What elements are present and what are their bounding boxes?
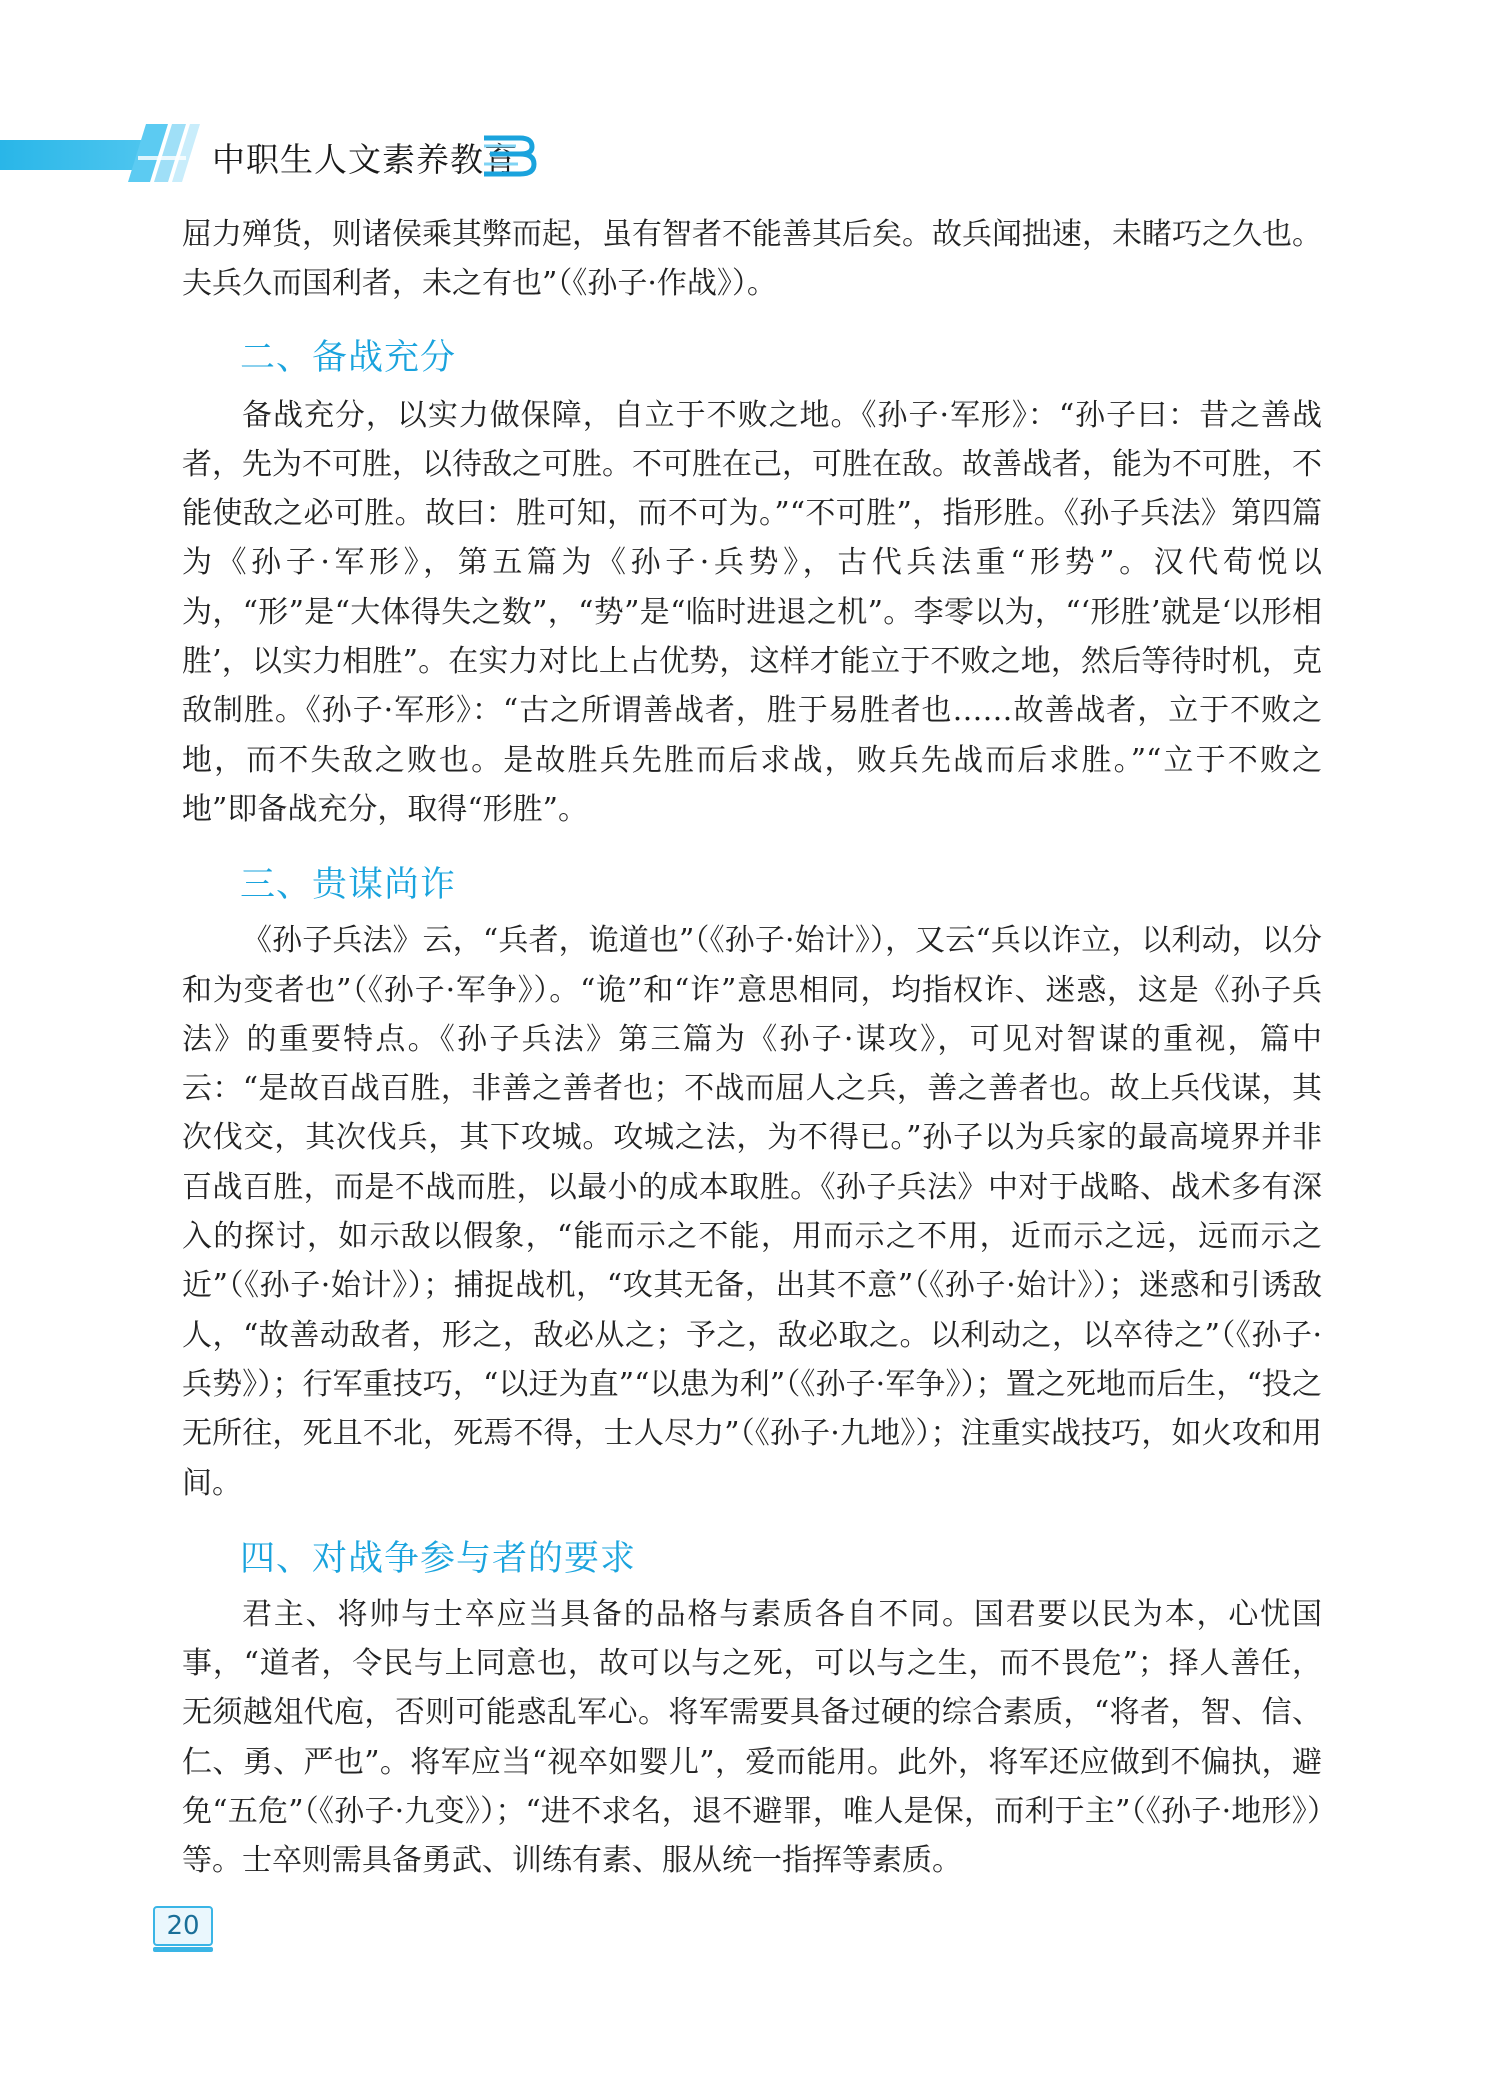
header-decoration-icon	[128, 122, 208, 184]
section-paragraph: 备战充分，以实力做保障，自立于不败之地。《孙子·军形》：“孙子曰：昔之善战者，先为不可胜，以待敌之可胜。不可胜在己，可胜在敌。故善战者，能为不可胜，不能使敌之必可胜。故曰：胜可知，而不可为。”“不可胜”，指形胜。《孙子兵法》第四篇为《孙子·军形》，第五篇为《孙子·兵势》，古代兵法重“形势”。汉代荀悦以为，“形”是“大体得失之数”，“势”是“临时进退之机”。李零以为，“‘形胜’就是‘以形相胜’，以实力相胜”。在实力对比上占优势，这样才能立于不败之地，然后等待时机，克敌制胜。《孙子·军形》：“古之所谓善战者，胜于易胜者也……故善战者，立于不败之地，而不失敌之败也。是故胜兵先胜而后求战，败兵先战而后求胜。”“立于不败之地”即备战充分，取得“形胜”。	[182, 397, 1322, 827]
section-paragraph: 君主、将帅与士卒应当具备的品格与素质各自不同。国君要以民为本，心忧国事，“道者，令民与上同意也，故可以与之死，可以与之生，而不畏危”；择人善任，无须越俎代庖，否则可能惑乱军心。将军需要具备过硬的综合素质，“将者，智、信、仁、勇、严也”。将军应当“视卒如婴儿”，爱而能用。此外，将军还应做到不偏执，避免“五危”（《孙子·九变》）；“进不求名，退不避罪，唯人是保，而利于主”（《孙子·地形》）等。士卒则需具备勇武、训练有素、服从统一指挥等素质。	[182, 1596, 1322, 1879]
page-number-badge	[153, 1906, 213, 1946]
page-number-underline	[153, 1947, 213, 1952]
section-heading: 四、对战争参与者的要求	[240, 1538, 637, 1579]
scroll-logo-icon	[480, 130, 538, 178]
section-paragraph: 《孙子兵法》云，“兵者，诡道也”（《孙子·始计》），又云“兵以诈立，以利动，以分和为变者也”（《孙子·军争》）。“诡”和“诈”意思相同，均指权诈、迷惑，这是《孙子兵法》的重要特点。《孙子兵法》第三篇为《孙子·谋攻》，可见对智谋的重视，篇中云：“是故百战百胜，非善之善者也；不战而屈人之兵，善之善者也。故上兵伐谋，其次伐交，其次伐兵，其下攻城。攻城之法，为不得已。”孙子以为兵家的最高境界并非百战百胜，而是不战而胜，以最小的成本取胜。《孙子兵法》中对于战略、战术多有深入的探讨，如示敌以假象，“能而示之不能，用而示之不用，近而示之远，远而示之近”（《孙子·始计》）；捕捉战机，“攻其无备，出其不意”（《孙子·始计》）；迷惑和引诱敌人，“故善动敌者，形之，敌必从之；予之，敌必取之。以利动之，以卒待之”（《孙子·兵势》）；行军重技巧，“以迂为直”“以患为利”（《孙子·军争》）；置之死地而后生，“投之无所往，死且不北，死焉不得，士人尽力”（《孙子·九地》）；注重实战技巧，如火攻和用间。	[182, 923, 1322, 1501]
page-header	[0, 118, 560, 188]
section-heading: 二、备战充分	[240, 337, 457, 378]
page-content	[182, 210, 1322, 1886]
intro-paragraph: 屈力殚货，则诸侯乘其弊而起，虽有智者不能善其后矣。故兵闻拙速，未睹巧之久也。夫兵久而国利者，未之有也”（《孙子·作战》）。	[182, 217, 1322, 302]
page-number: 20	[166, 1911, 200, 1941]
section-heading: 三、贵谋尚诈	[240, 865, 457, 906]
book-title: 中职生人文素养教育	[212, 140, 518, 179]
